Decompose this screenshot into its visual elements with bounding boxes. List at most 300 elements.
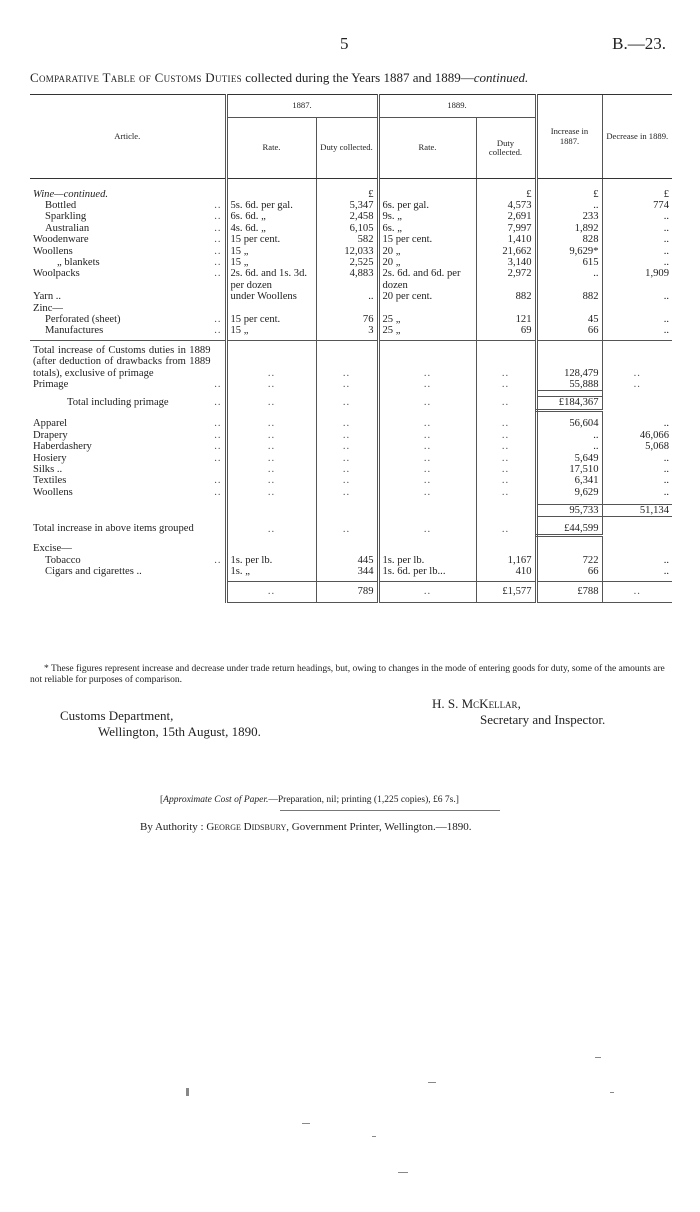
rate-1889-total: .. <box>378 582 476 602</box>
article-name: Primage <box>33 379 69 390</box>
article-wrap <box>33 268 222 279</box>
empty-dots: .. <box>226 475 316 486</box>
scan-speck <box>398 1172 408 1173</box>
increase-1887: 615 <box>536 257 602 268</box>
article-name: Haberdashery <box>33 441 92 453</box>
rate-1887: 1s. „ <box>226 566 316 577</box>
scan-speck <box>595 1057 601 1058</box>
empty-cell <box>30 504 226 516</box>
primage-row <box>30 379 672 391</box>
rate-1889: 9s. „ <box>378 211 476 222</box>
table-body <box>30 179 672 603</box>
empty-dots: .. <box>316 345 378 379</box>
empty-cell <box>316 504 378 516</box>
excise-heading-row <box>30 543 672 554</box>
rate-1887: 15 „ <box>226 257 316 268</box>
rate-1889: 25 „ <box>378 314 476 325</box>
empty-dots: .. <box>476 345 536 379</box>
article-name: Woolpacks <box>33 268 80 280</box>
increase-1887: 233 <box>536 211 602 222</box>
article-name: „ blankets <box>57 256 100 268</box>
empty-dots: .. <box>316 397 378 410</box>
duty-1889: 410 <box>476 566 536 577</box>
increase-1887: 882 <box>536 291 602 302</box>
header-decrease: Decrease in 1889. <box>602 95 672 179</box>
duty-1889: 2,972 <box>476 268 536 291</box>
empty-dots: .. <box>316 464 378 475</box>
spacer-cell <box>378 410 476 418</box>
scan-speck <box>428 1082 436 1083</box>
rate-1889: 20 per cent. <box>378 291 476 302</box>
leader-dots: .. <box>214 234 222 246</box>
article-cell <box>30 234 226 245</box>
header-rate-1887: Rate. <box>226 118 316 179</box>
total-incl-primage-value: £184,367 <box>536 397 602 410</box>
grouped-row <box>30 418 672 429</box>
scan-speck <box>610 1092 614 1093</box>
increase-1887: 722 <box>536 555 602 566</box>
article-name: Perforated (sheet) <box>45 313 121 325</box>
decrease-empty: .. <box>602 345 672 379</box>
rate-1887: 5s. 6d. per gal. <box>226 200 316 211</box>
grouped-row <box>30 464 672 475</box>
article-wrap <box>33 418 222 429</box>
scan-speck <box>302 1123 310 1124</box>
title-continued: continued. <box>473 70 529 85</box>
empty-dots: .. <box>316 379 378 391</box>
empty-dots: .. <box>476 418 536 429</box>
rate-1887: under Woollens <box>226 291 316 302</box>
decrease-1889: .. <box>602 453 672 464</box>
primage-value: 55,888 <box>536 379 602 391</box>
rate-1889: 20 „ <box>378 246 476 257</box>
article-wrap <box>33 441 222 452</box>
header-1889: 1889. <box>378 95 536 118</box>
empty-dots: .. <box>378 487 476 498</box>
decrease-1889 <box>602 303 672 314</box>
decrease-1889: .. <box>602 555 672 566</box>
table-row <box>30 257 672 268</box>
decrease-1889: .. <box>602 418 672 429</box>
article-cell <box>30 475 226 486</box>
duty-1889: 1,410 <box>476 234 536 245</box>
article-wrap <box>33 246 222 257</box>
empty-cell <box>536 543 602 554</box>
leader-dots: .. <box>214 245 222 257</box>
rate-1889: 6s. per gal. <box>378 200 476 211</box>
spacer-cell <box>226 410 316 418</box>
article-cell <box>30 487 226 498</box>
decrease-1889: .. <box>602 475 672 486</box>
article-name: Wine—continued. <box>33 188 109 200</box>
decrease-1889: .. <box>602 325 672 336</box>
increase-1887: .. <box>536 200 602 211</box>
cost-note: [Approximate Cost of Paper.—Preparation, nil; printing (1,225 copies), £6 7s.] <box>160 795 459 805</box>
decrease-1889: 774 <box>602 200 672 211</box>
empty-dots: .. <box>378 441 476 452</box>
total-increase-value: 128,479 <box>536 345 602 379</box>
duty-1887: 2,458 <box>316 211 378 222</box>
empty-dots: .. <box>316 418 378 429</box>
article-name: Hosiery <box>33 452 67 464</box>
empty-dots: .. <box>226 397 316 410</box>
article-cell <box>30 223 226 234</box>
increase-1887: 9,629 <box>536 487 602 498</box>
rate-1887-total: .. <box>226 582 316 602</box>
article-name: Total including primage <box>67 396 169 408</box>
rate-1889: 15 per cent. <box>378 234 476 245</box>
spacer-cell <box>602 410 672 418</box>
signature-title: Secretary and Inspector. <box>480 712 606 727</box>
duty-1889: 69 <box>476 325 536 336</box>
article-cell <box>30 397 226 410</box>
table-row <box>30 325 672 336</box>
duty-1887: 445 <box>316 555 378 566</box>
article-wrap <box>33 475 222 486</box>
decrease-1889: 1,909 <box>602 268 672 291</box>
decrease-empty: .. <box>602 379 672 391</box>
article-name: Drapery <box>33 429 68 441</box>
article-cell <box>30 303 226 314</box>
article-wrap <box>33 314 222 325</box>
article-cell <box>30 291 226 302</box>
duty-1887: 6,105 <box>316 223 378 234</box>
empty-dots: .. <box>226 345 316 379</box>
title-main: Comparative Table of Customs Duties <box>30 70 242 85</box>
empty-dots: .. <box>316 523 378 536</box>
empty-cell <box>476 504 536 516</box>
spacer-cell <box>316 535 378 543</box>
article-name: Textiles <box>33 475 67 487</box>
rate-1887: 6s. 6d. „ <box>226 211 316 222</box>
empty-dots: .. <box>378 345 476 379</box>
spacer-cell <box>378 535 476 543</box>
rate-1889: 1s. 6d. per lb... <box>378 566 476 577</box>
header-duty-1889: Duty collected. <box>476 118 536 179</box>
leader-dots: .. <box>214 429 222 441</box>
empty-dots: .. <box>316 453 378 464</box>
empty-cell <box>378 504 476 516</box>
article-name: Manufactures <box>45 325 104 337</box>
rate-1889: 20 „ <box>378 257 476 268</box>
empty-dots: .. <box>476 464 536 475</box>
spacer-cell <box>602 535 672 543</box>
decrease-1889: .. <box>602 211 672 222</box>
increase-1887: 66 <box>536 566 602 577</box>
signature-name: H. S. McKellar, <box>432 696 521 711</box>
empty-dots: .. <box>476 487 536 498</box>
article-cell <box>30 268 226 291</box>
empty-dots: .. <box>378 430 476 441</box>
rate-1887: 2s. 6d. and 1s. 3d. per dozen <box>226 268 316 291</box>
rate-1887 <box>226 189 316 200</box>
decrease-1889: .. <box>602 223 672 234</box>
rate-1887 <box>226 303 316 314</box>
spacer-cell <box>536 535 602 543</box>
authority-line <box>140 821 471 833</box>
empty-dots: .. <box>476 453 536 464</box>
duty-1887: 76 <box>316 314 378 325</box>
article-wrap <box>33 555 222 566</box>
empty-dots: .. <box>378 379 476 391</box>
spacer-cell <box>316 410 378 418</box>
rate-1887: 15 „ <box>226 325 316 336</box>
empty-cell <box>30 582 226 602</box>
article-cell <box>30 418 226 429</box>
empty-dots: .. <box>378 397 476 410</box>
duty-1889: 1,167 <box>476 555 536 566</box>
empty-dots: .. <box>378 453 476 464</box>
table-row <box>30 303 672 314</box>
header-article: Article. <box>30 95 226 179</box>
empty-dots: .. <box>226 523 316 536</box>
rate-1889 <box>378 189 476 200</box>
page-reference: B.—23. <box>612 34 666 53</box>
duty-1889: 3,140 <box>476 257 536 268</box>
leader-dots: .. <box>214 313 222 325</box>
empty-cell <box>226 543 316 554</box>
article-name: Yarn .. <box>33 291 62 303</box>
article-name: Silks .. <box>33 463 63 475</box>
article-name: Apparel <box>33 418 68 430</box>
leader-dots: .. <box>214 211 222 223</box>
total-increase-row <box>30 345 672 379</box>
article-wrap <box>33 397 222 408</box>
duty-1887: 3 <box>316 325 378 336</box>
empty-dots: .. <box>316 430 378 441</box>
spacer-cell <box>476 535 536 543</box>
article-name: Zinc— <box>33 302 64 314</box>
rate-1887: 4s. 6d. „ <box>226 223 316 234</box>
increase-1887: 45 <box>536 314 602 325</box>
decrease-1889: .. <box>602 487 672 498</box>
rate-1889: 25 „ <box>378 325 476 336</box>
duty-1887: 344 <box>316 566 378 577</box>
duty-1887: 5,347 <box>316 200 378 211</box>
duty-1889: 21,662 <box>476 246 536 257</box>
article-cell <box>30 257 226 268</box>
divider-rule <box>280 810 500 811</box>
article-cell <box>30 379 226 391</box>
empty-dots: .. <box>316 487 378 498</box>
empty-dots: .. <box>226 430 316 441</box>
increase-1887: 56,604 <box>536 418 602 429</box>
total-increase-label: Total increase of Customs duties in 1889 (after deduction of drawbacks from 1889 totals), exclusive of primage <box>33 344 211 379</box>
leader-dots: .. <box>214 325 222 337</box>
excise-total-row <box>30 582 672 602</box>
leader-dots: .. <box>214 554 222 566</box>
customs-table <box>30 94 672 603</box>
decrease-empty <box>602 397 672 410</box>
leader-dots: .. <box>214 379 222 390</box>
excise-row <box>30 555 672 566</box>
leader-dots: .. <box>214 441 222 453</box>
duty-1887-total: 789 <box>316 582 378 602</box>
article-name: Woollens <box>33 486 73 498</box>
duty-1887: 4,883 <box>316 268 378 291</box>
article-wrap <box>33 257 222 268</box>
excise-heading: Excise— <box>33 543 72 555</box>
rate-1889: 6s. „ <box>378 223 476 234</box>
article-name: Tobacco <box>45 554 81 566</box>
leader-dots: .. <box>214 396 222 408</box>
decrease-1889: .. <box>602 464 672 475</box>
grouped-row <box>30 453 672 464</box>
article-cell <box>30 453 226 464</box>
decrease-1889: 5,068 <box>602 441 672 452</box>
increase-1887: 828 <box>536 234 602 245</box>
decrease-1889: .. <box>602 234 672 245</box>
empty-dots: .. <box>378 418 476 429</box>
article-wrap <box>33 303 222 314</box>
spacer-row <box>30 179 672 189</box>
decrease-1889: £ <box>602 189 672 200</box>
grouped-total-label: Total increase in above items grouped <box>33 522 194 534</box>
empty-dots: .. <box>226 441 316 452</box>
duty-1889: 4,573 <box>476 200 536 211</box>
table-row <box>30 211 672 222</box>
rate-1889 <box>378 303 476 314</box>
cost-label: Approximate Cost of Paper. <box>163 795 269 805</box>
article-cell <box>30 325 226 336</box>
increase-1887: £ <box>536 189 602 200</box>
table-title <box>30 70 670 86</box>
authority-prefix: By Authority : <box>140 821 207 833</box>
empty-cell <box>476 543 536 554</box>
grouped-row <box>30 475 672 486</box>
decrease-empty <box>602 523 672 536</box>
article-wrap <box>33 234 222 245</box>
article-cell <box>30 314 226 325</box>
article-wrap <box>33 325 222 336</box>
table-row <box>30 268 672 291</box>
scan-speck <box>372 1136 376 1137</box>
grouped-total-value: £44,599 <box>536 523 602 536</box>
article-name: Woodenware <box>33 234 89 246</box>
department-block <box>60 708 261 740</box>
spacer-cell <box>30 535 226 543</box>
leader-dots: .. <box>214 222 222 234</box>
leader-dots: .. <box>214 452 222 464</box>
article-wrap <box>33 430 222 441</box>
article-wrap <box>33 487 222 498</box>
leader-dots: .. <box>214 418 222 430</box>
leader-dots: .. <box>214 486 222 498</box>
grouped-sum-increase: 95,733 <box>536 504 602 516</box>
empty-dots: .. <box>378 523 476 536</box>
empty-cell <box>378 543 476 554</box>
title-rest: collected during the Years 1887 and 1889— <box>241 70 474 85</box>
empty-dots: .. <box>226 418 316 429</box>
increase-1887: 5,649 <box>536 453 602 464</box>
duty-1889: £ <box>476 189 536 200</box>
spacer-row <box>30 410 672 418</box>
article-cell <box>30 566 226 577</box>
article-wrap <box>33 379 222 390</box>
page-number: 5 <box>340 34 349 53</box>
duty-1887: .. <box>316 291 378 302</box>
leader-dots: .. <box>214 199 222 211</box>
authority-suffix: , Government Printer, Wellington.—1890. <box>286 821 472 833</box>
decrease-1889: .. <box>602 257 672 268</box>
rate-1889: 2s. 6d. and 6d. per dozen <box>378 268 476 291</box>
leader-dots: .. <box>214 268 222 280</box>
empty-cell <box>316 543 378 554</box>
duty-1887 <box>316 303 378 314</box>
leader-dots: .. <box>214 256 222 268</box>
duty-1889: 7,997 <box>476 223 536 234</box>
increase-1887: 1,892 <box>536 223 602 234</box>
cost-text: —Preparation, nil; printing (1,225 copies), £6 7s.] <box>268 795 459 805</box>
increase-1887: .. <box>536 268 602 291</box>
article-name: Australian <box>45 222 90 234</box>
empty-cell <box>226 504 316 516</box>
department-date: Wellington, 15th August, 1890. <box>98 724 261 739</box>
empty-dots: .. <box>476 441 536 452</box>
excise-row <box>30 566 672 577</box>
empty-dots: .. <box>476 523 536 536</box>
duty-1889-total: £1,577 <box>476 582 536 602</box>
article-name: Bottled <box>45 199 77 211</box>
grouped-row <box>30 441 672 452</box>
spacer-cell <box>476 410 536 418</box>
article-cell <box>30 555 226 566</box>
increase-1887: .. <box>536 441 602 452</box>
rate-1887: 15 per cent. <box>226 314 316 325</box>
increase-1887: 9,629* <box>536 246 602 257</box>
duty-1889: 882 <box>476 291 536 302</box>
article-wrap <box>33 200 222 211</box>
department-name: Customs Department, <box>60 708 174 723</box>
empty-dots: .. <box>226 379 316 391</box>
empty-dots: .. <box>476 430 536 441</box>
article-cell <box>30 441 226 452</box>
rate-1887: 15 per cent. <box>226 234 316 245</box>
duty-1887: 582 <box>316 234 378 245</box>
decrease-1889: .. <box>602 246 672 257</box>
duty-1887: £ <box>316 189 378 200</box>
empty-dots: .. <box>378 464 476 475</box>
article-cell <box>30 189 226 200</box>
header-row-years <box>30 95 672 118</box>
signature-block <box>420 696 605 728</box>
duty-1889: 2,691 <box>476 211 536 222</box>
empty-dots: .. <box>378 475 476 486</box>
article-wrap <box>33 291 222 302</box>
decrease-1889: .. <box>602 314 672 325</box>
article-wrap <box>33 189 222 200</box>
grouped-total-row <box>30 523 672 536</box>
duty-1889: 121 <box>476 314 536 325</box>
increase-1887: 17,510 <box>536 464 602 475</box>
header-increase: Increase in 1887. <box>536 95 602 179</box>
total-incl-primage-row <box>30 397 672 410</box>
grouped-sum-row <box>30 504 672 516</box>
scan-speck <box>186 1088 189 1096</box>
table-row <box>30 314 672 325</box>
article-name: Woollens <box>33 245 73 257</box>
header-duty-1887: Duty collected. <box>316 118 378 179</box>
table-row <box>30 291 672 302</box>
empty-dots: .. <box>226 487 316 498</box>
rate-1889: 1s. per lb. <box>378 555 476 566</box>
increase-1887 <box>536 303 602 314</box>
spacer-cell <box>226 535 316 543</box>
footnote: * These figures represent increase and decrease under trade return headings, but, owing to changes in the mode of entering goods for duty, some of the amounts are not reliable for purposes of comparison. <box>30 664 665 685</box>
decrease-1889: .. <box>602 566 672 577</box>
increase-total: £788 <box>536 582 602 602</box>
spacer-row <box>30 535 672 543</box>
